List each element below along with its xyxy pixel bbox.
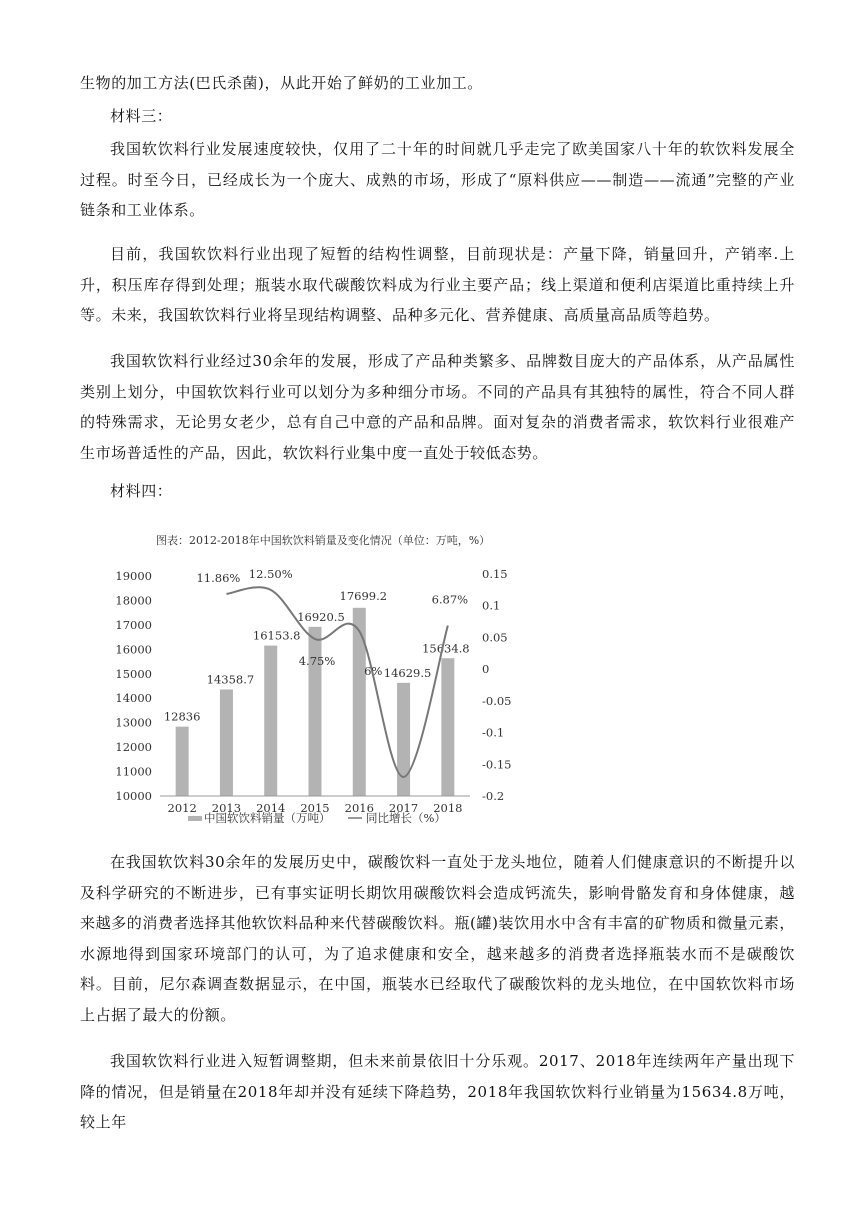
- y-tick-label: 18000: [115, 593, 152, 608]
- y-tick-label: 10000: [115, 789, 152, 803]
- chart-legend: [188, 811, 446, 825]
- y2-tick-label: -0.1: [482, 725, 505, 740]
- y2-tick-label: -0.05: [482, 693, 512, 708]
- legend-bar-swatch: [188, 816, 202, 821]
- material-4-label: 材料四：: [110, 482, 173, 500]
- chart-svg: [110, 522, 530, 832]
- y2-tick-label: 0.1: [482, 598, 501, 613]
- x-tick-label: 2016: [344, 801, 374, 815]
- sales-bar: [176, 727, 189, 796]
- sales-value-label: 16153.8: [252, 628, 301, 643]
- x-tick-label: 2015: [300, 801, 330, 815]
- x-tick-label: 2018: [433, 801, 463, 815]
- sales-bar: [264, 646, 277, 796]
- sales-value-label: 12836: [163, 709, 201, 724]
- paragraph-0: 生物的加工方法(巴氏杀菌)，从此开始了鲜奶的工业加工。: [80, 74, 483, 92]
- sales-value-label: 14629.5: [383, 665, 432, 680]
- paragraph-3: 我国软饮料行业经过30余年的发展，形成了产品种类繁多、品牌数目庞大的产品体系，从产品属性类别上划分，中国软饮料行业可以划分为多种细分市场。不同的产品具有其独特的属性，符合不同人群的特殊需求，无论男女老少，总有自己中意的产品和品牌。面对复杂的消费者需求，软饮料行业很难产生市场普适性的产品，因此，软饮料行业集中度一直处于较低态势。: [80, 352, 795, 462]
- sales-bar: [220, 689, 233, 796]
- x-tick-label: 2017: [388, 801, 419, 815]
- growth-value-label: 6.87%: [431, 592, 469, 607]
- growth-value-label: 12.50%: [248, 566, 293, 581]
- y-tick-label: 19000: [115, 569, 152, 583]
- x-tick-label: 2013: [211, 801, 242, 815]
- paragraph-1: 我国软饮料行业发展速度较快，仅用了二十年的时间就几乎走完了欧美国家八十年的软饮料发展全过程。时至今日，已经成长为一个庞大、成熟的市场，形成了“原料供应——制造——流通”完整的产业链条和工业体系。: [80, 140, 795, 219]
- y2-tick-label: 0: [482, 662, 490, 677]
- y-tick-label: 11000: [115, 764, 152, 779]
- growth-value-label: 4.75%: [298, 654, 336, 669]
- legend-bar-label: 中国软饮料销量（万吨）: [204, 811, 331, 825]
- x-tick-label: 2014: [256, 801, 286, 815]
- chart-title: 图表：2012-2018年中国软饮料销量及变化情况（单位：万吨，%）: [156, 534, 491, 547]
- sales-bar: [397, 683, 410, 796]
- growth-value-label: 11.86%: [196, 570, 241, 585]
- sales-bar: [309, 627, 322, 796]
- legend-line-label: 同比增长（%）: [366, 811, 446, 825]
- y-tick-label: 15000: [115, 666, 152, 681]
- y2-tick-label: -0.15: [482, 757, 512, 772]
- sales-value-label: 15634.8: [422, 641, 470, 656]
- sales-bar: [441, 658, 454, 796]
- y2-tick-label: 0.15: [482, 567, 508, 581]
- material-3-label: 材料三：: [110, 107, 173, 125]
- y-tick-label: 12000: [115, 740, 152, 755]
- y2-tick-label: 0.05: [482, 630, 508, 645]
- sales-bar: [353, 608, 366, 796]
- x-tick-label: 2012: [167, 801, 197, 815]
- sales-value-label: 16920.5: [297, 609, 345, 624]
- y-tick-label: 16000: [115, 642, 152, 657]
- sales-chart: [110, 522, 530, 832]
- sales-value-label: 14358.7: [206, 672, 255, 687]
- paragraph-2: 目前，我国软饮料行业出现了短暂的结构性调整，目前现状是：产量下降，销量回升，产销率.上升，积压库存得到处理；瓶装水取代碳酸饮料成为行业主要产品；线上渠道和便利店渠道比重持续上升等。未来，我国软饮料行业将呈现结构调整、品种多元化、营养健康、高质量高品质等趋势。: [80, 245, 795, 324]
- y-tick-label: 17000: [115, 617, 152, 632]
- y-tick-label: 14000: [115, 691, 152, 706]
- y2-tick-label: -0.2: [482, 789, 505, 803]
- paragraph-4: 在我国软饮料30余年的发展历史中，碳酸饮料一直处于龙头地位，随着人们健康意识的不断提升以及科学研究的不断进步，已有事实证明长期饮用碳酸饮料会造成钙流失，影响骨骼发育和身体健康，越来越多的消费者选择其他软饮料品种来代替碳酸饮料。瓶(罐)装饮用水中含有丰富的矿物质和微量元素，水源地得到国家环境部门的认可，为了追求健康和安全，越来越多的消费者选择瓶装水而不是碳酸饮料。目前，尼尔森调查数据显示，在中国，瓶装水已经取代了碳酸饮料的龙头地位，在中国软饮料市场上占据了最大的份额。: [80, 853, 795, 1024]
- growth-value-label: 6%: [364, 664, 383, 679]
- sales-value-label: 17699.2: [339, 588, 388, 603]
- y-tick-label: 13000: [115, 715, 152, 730]
- paragraph-5: 我国软饮料行业进入短暂调整期，但未来前景依旧十分乐观。2017、2018年连续两年产量出现下降的情况，但是销量在2018年却并没有延续下降趋势，2018年我国软饮料行业销量为15634.8万吨，较上年: [80, 1052, 795, 1131]
- bars-layer: [164, 589, 470, 796]
